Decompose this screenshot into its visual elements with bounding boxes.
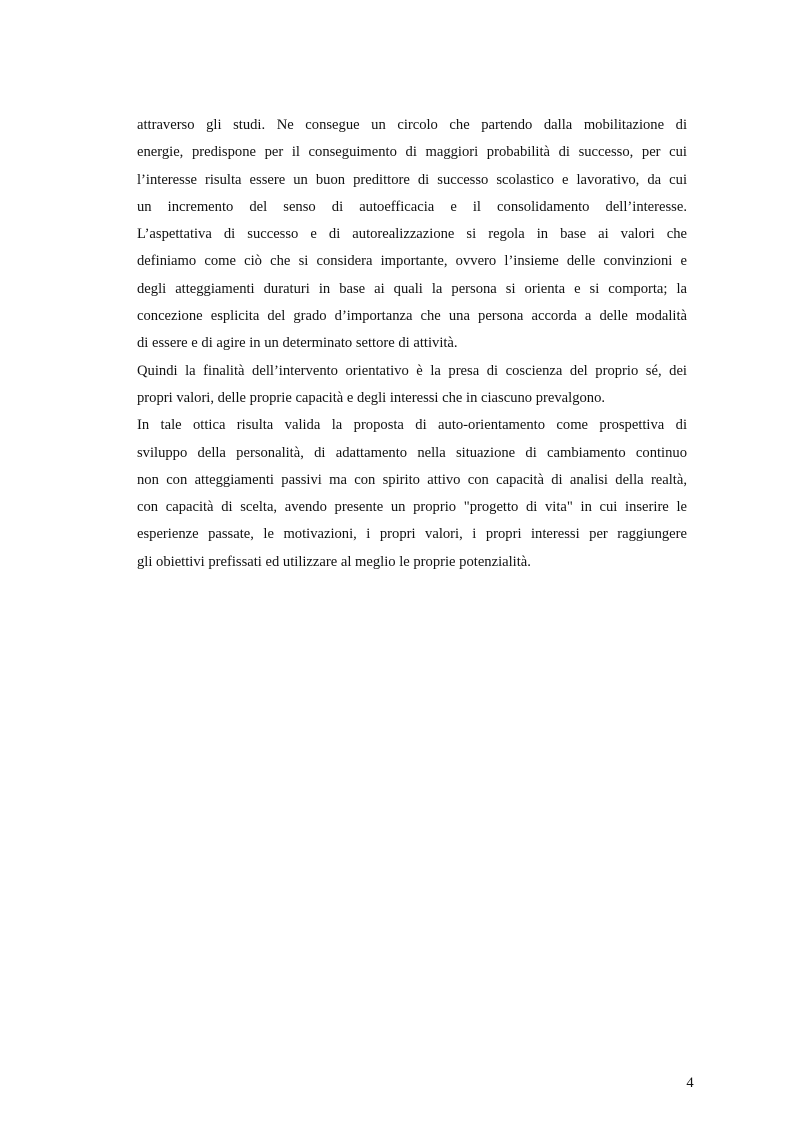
text-line: degli atteggiamenti duraturi in base ai quali la persona si orienta e si comporta; la bbox=[137, 280, 687, 297]
text-line: definiamo come ciò che si considera importante, ovvero l’insieme delle convinzioni e bbox=[137, 253, 687, 270]
text-line: esperienze passate, le motivazioni, i propri valori, i propri interessi per raggiungere bbox=[137, 526, 687, 543]
text-line: di essere e di agire in un determinato settore di attività. bbox=[137, 335, 458, 352]
text-line: l’interesse risulta essere un buon predittore di successo scolastico e lavorativo, da cui bbox=[137, 171, 687, 188]
text-line: In tale ottica risulta valida la proposta di auto-orientamento come prospettiva di bbox=[137, 417, 687, 434]
text-line: propri valori, delle proprie capacità e degli interessi che in ciascuno prevalgono. bbox=[137, 389, 606, 406]
text-line: sviluppo della personalità, di adattamento nella situazione di cambiamento continuo bbox=[137, 444, 687, 461]
text-line: un incremento del senso di autoefficacia e il consolidamento dell’interesse. bbox=[137, 198, 687, 215]
text-line: energie, predispone per il conseguimento di maggiori probabilità di successo, per cui bbox=[137, 144, 687, 161]
page-number: 4 bbox=[686, 1075, 694, 1091]
text-line: concezione esplicita del grado d’importanza che una persona accorda a delle modalità bbox=[137, 308, 687, 325]
text-line: con capacità di scelta, avendo presente un proprio "progetto di vita" in cui inserire le bbox=[137, 499, 687, 516]
body-text bbox=[137, 112, 687, 576]
text-line: gli obiettivi prefissati ed utilizzare al meglio le proprie potenzialità. bbox=[137, 553, 531, 570]
text-line: Quindi la finalità dell’intervento orientativo è la presa di coscienza del proprio sé, dei bbox=[137, 362, 687, 379]
text-line: non con atteggiamenti passivi ma con spirito attivo con capacità di analisi della realtà, bbox=[137, 471, 687, 488]
text-line: L’aspettativa di successo e di autorealizzazione si regola in base ai valori che bbox=[137, 226, 687, 243]
text-line: attraverso gli studi. Ne consegue un circolo che partendo dalla mobilitazione di bbox=[137, 117, 687, 133]
